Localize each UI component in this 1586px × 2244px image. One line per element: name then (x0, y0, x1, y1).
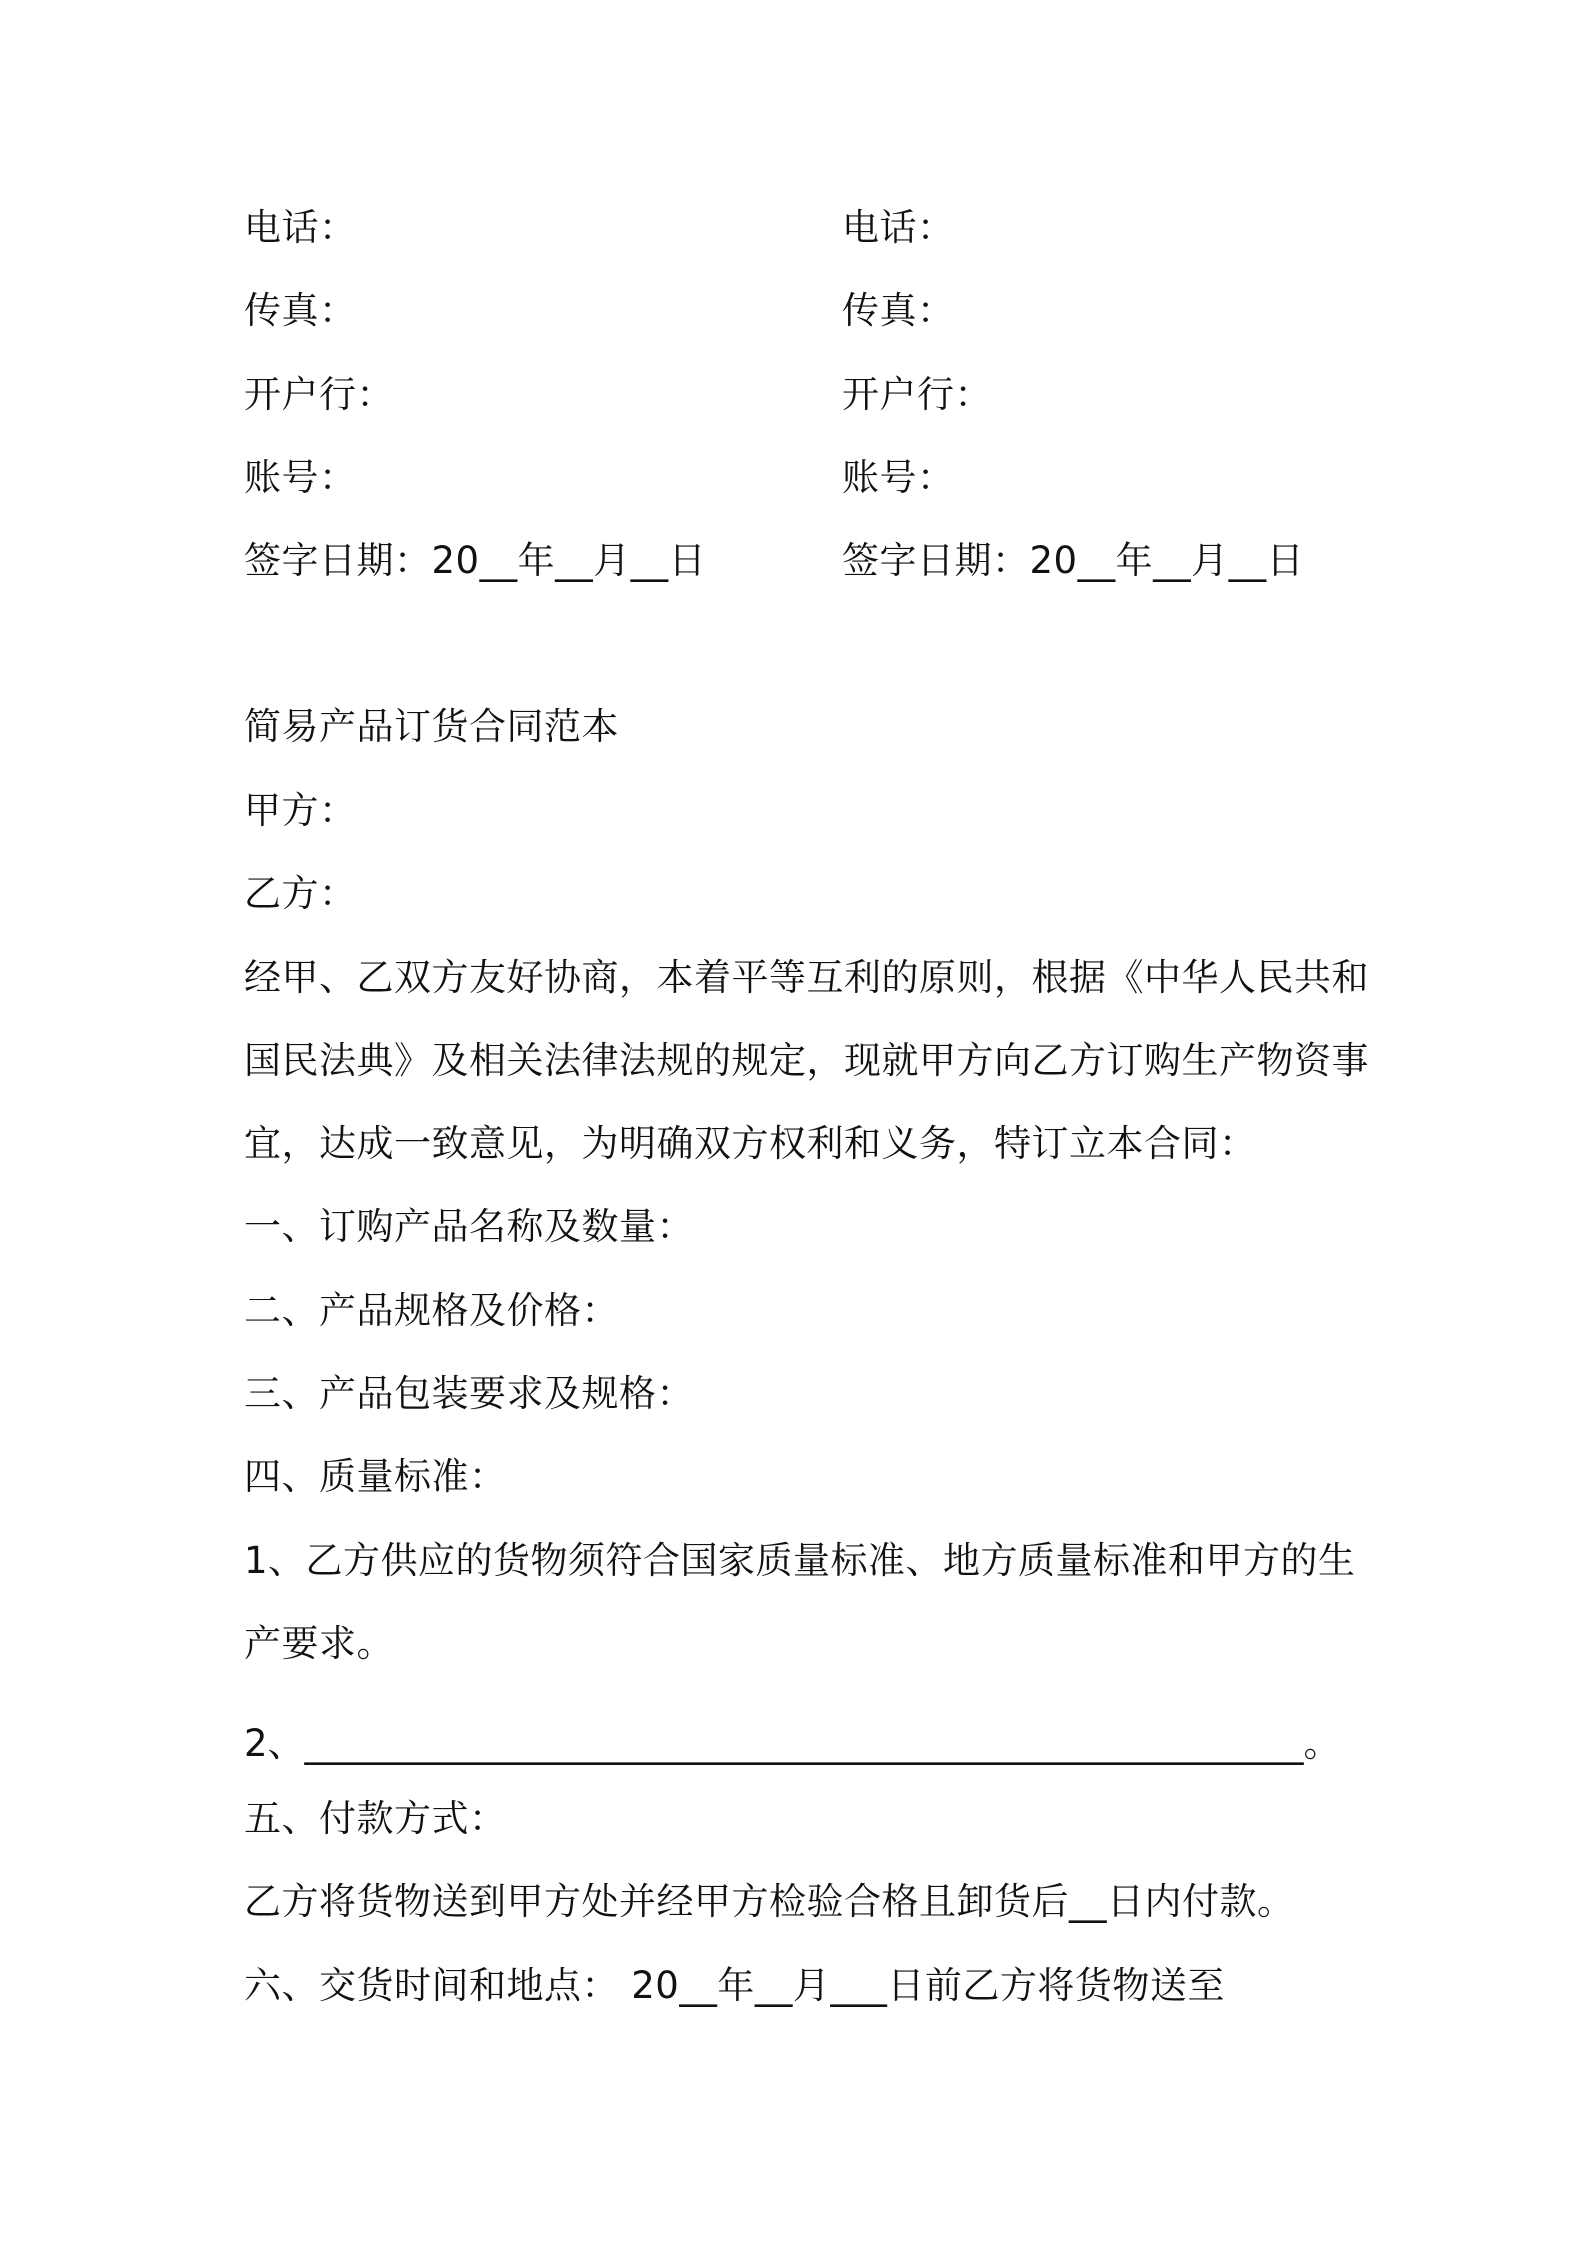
right-bank-label: 开户行： (842, 373, 992, 416)
section-5-heading: 五、付款方式： (244, 1797, 507, 1840)
section-4-item-1-line-2: 产要求。 (244, 1622, 394, 1665)
right-fax-label: 传真： (842, 289, 955, 332)
right-account-label: 账号： (842, 456, 955, 499)
section-4-item-2: 2、______________________________________________________。 (244, 1722, 1341, 1765)
party-b-label: 乙方： (244, 872, 357, 915)
left-fax-label: 传真： (244, 289, 357, 332)
contract-title: 简易产品订货合同范本 (244, 705, 619, 748)
section-6-heading: 六、交货时间和地点： 20__年__月___日前乙方将货物送至 (244, 1964, 1225, 2007)
section-2-heading: 二、产品规格及价格： (244, 1289, 619, 1332)
left-sign-date: 签字日期：20__年__月__日 (244, 539, 707, 582)
left-phone-label: 电话： (244, 206, 357, 249)
intro-line-1: 经甲、乙双方友好协商，本着平等互利的原则，根据《中华人民共和 (244, 956, 1369, 999)
section-4-heading: 四、质量标准： (244, 1455, 507, 1498)
right-phone-label: 电话： (842, 206, 955, 249)
section-5-text: 乙方将货物送到甲方处并经甲方检验合格且卸货后__日内付款。 (244, 1880, 1295, 1923)
section-3-heading: 三、产品包装要求及规格： (244, 1372, 694, 1415)
intro-line-3: 宜，达成一致意见，为明确双方权利和义务，特订立本合同： (244, 1122, 1257, 1165)
right-sign-date: 签字日期：20__年__月__日 (842, 539, 1305, 582)
left-account-label: 账号： (244, 456, 357, 499)
section-1-heading: 一、订购产品名称及数量： (244, 1205, 694, 1248)
section-4-item-1-line-1: 1、乙方供应的货物须符合国家质量标准、地方质量标准和甲方的生 (244, 1539, 1356, 1582)
intro-line-2: 国民法典》及相关法律法规的规定，现就甲方向乙方订购生产物资事 (244, 1039, 1369, 1082)
left-bank-label: 开户行： (244, 373, 394, 416)
party-a-label: 甲方： (244, 789, 357, 832)
